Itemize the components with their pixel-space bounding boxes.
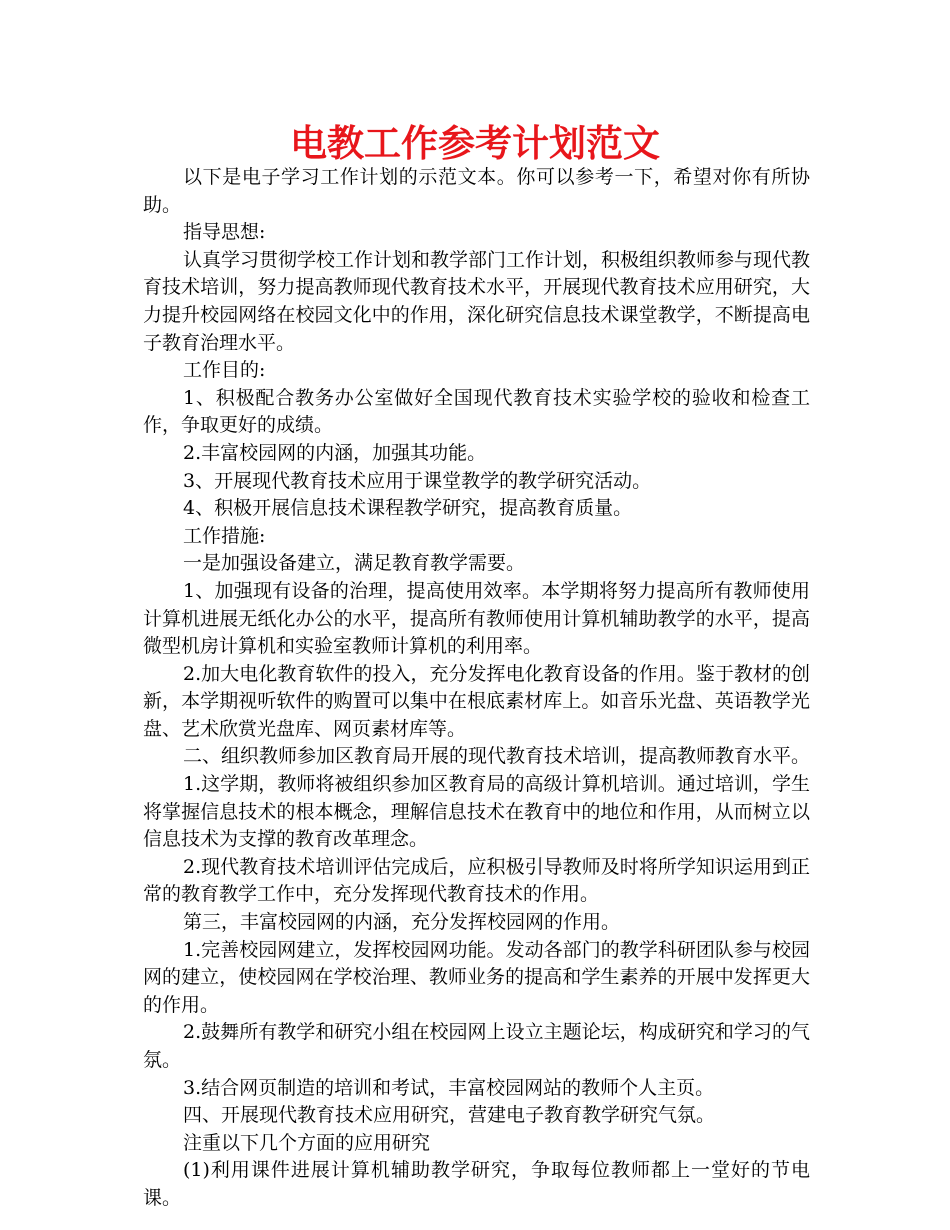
paragraph: 2.丰富校园网的内涵，加强其功能。 (183, 441, 487, 464)
paragraph: 1、积极配合教务办公室做好全国现代教育技术实验学校的验收和检查工作，争取更好的成绩。 (143, 386, 810, 437)
paragraph: 2.鼓舞所有教学和研究小组在校园网上设立主题论坛，构成研究和学习的气氛。 (143, 1021, 810, 1071)
paragraph: 3.结合网页制造的培训和考试，丰富校园网站的教师个人主页。 (183, 1076, 715, 1099)
paragraph: 以下是电子学习工作计划的示范文本。你可以参考一下，希望对你有所协助。 (143, 166, 810, 216)
paragraph: 1.这学期，教师将被组织参加区教育局的高级计算机培训。通过培训，学生将掌握信息技术的根本概念，理解信息技术在教育中的地位和作用，从而树立以信息技术为支撑的教育改革理念。 (143, 773, 810, 851)
paragraph: 2.加大电化教育软件的投入，充分发挥电化教育设备的作用。鉴于教材的创新，本学期视听软件的购置可以集中在根底素材库上。如音乐光盘、英语教学光盘、艺术欣赏光盘库、网页素材库等。 (143, 662, 810, 740)
paragraph: 4、积极开展信息技术课程教学研究，提高教育质量。 (183, 497, 633, 520)
paragraph: (1)利用课件进展计算机辅助教学研究，争取每位教师都上一堂好的节电课。 (143, 1159, 810, 1209)
paragraph: 二、组织教师参加区教育局开展的现代教育技术培训，提高教师教育水平。 (183, 745, 811, 768)
section-heading: 工作目的: (183, 359, 266, 382)
paragraph: 四、开展现代教育技术应用研究，营建电子教育教学研究气氛。 (183, 1104, 716, 1127)
paragraph: 2.现代教育技术培训评估完成后，应积极引导教师及时将所学知识运用到正常的教育教学工作中，充分发挥现代教育技术的作用。 (143, 855, 810, 906)
paragraph: 3、开展现代教育技术应用于课堂教学的教学研究活动。 (183, 469, 652, 492)
paragraph: 注重以下几个方面的应用研究 (183, 1131, 431, 1154)
paragraph: 1.完善校园网建立，发挥校园网功能。发动各部门的教学科研团队参与校园网的建立，使校园网在学校治理、教师业务的提高和学生素养的开展中发挥更大的作用。 (143, 938, 810, 1016)
paragraph: 一是加强设备建立，满足教育教学需要。 (183, 552, 526, 575)
document-body (143, 164, 810, 1213)
section-heading: 指导思想: (183, 221, 266, 244)
document-title: 电教工作参考计划范文 (290, 121, 660, 165)
section-heading: 工作措施: (183, 524, 266, 547)
paragraph: 认真学习贯彻学校工作计划和教学部门工作计划，积极组织教师参与现代教育技术培训，努力提高教师现代教育技术水平，开展现代教育技术应用研究，大力提升校园网络在校园文化中的作用，深化研究信息技术课堂教学，不断提高电子教育治理水平。 (143, 248, 811, 354)
paragraph: 第三，丰富校园网的内涵，充分发挥校园网的作用。 (183, 911, 621, 934)
paragraph: 1、加强现有设备的治理，提高使用效率。本学期将努力提高所有教师使用计算机进展无纸化办公的水平，提高所有教师使用计算机辅助教学的水平，提高微型机房计算机和实验室教师计算机的利用率。 (143, 579, 810, 658)
